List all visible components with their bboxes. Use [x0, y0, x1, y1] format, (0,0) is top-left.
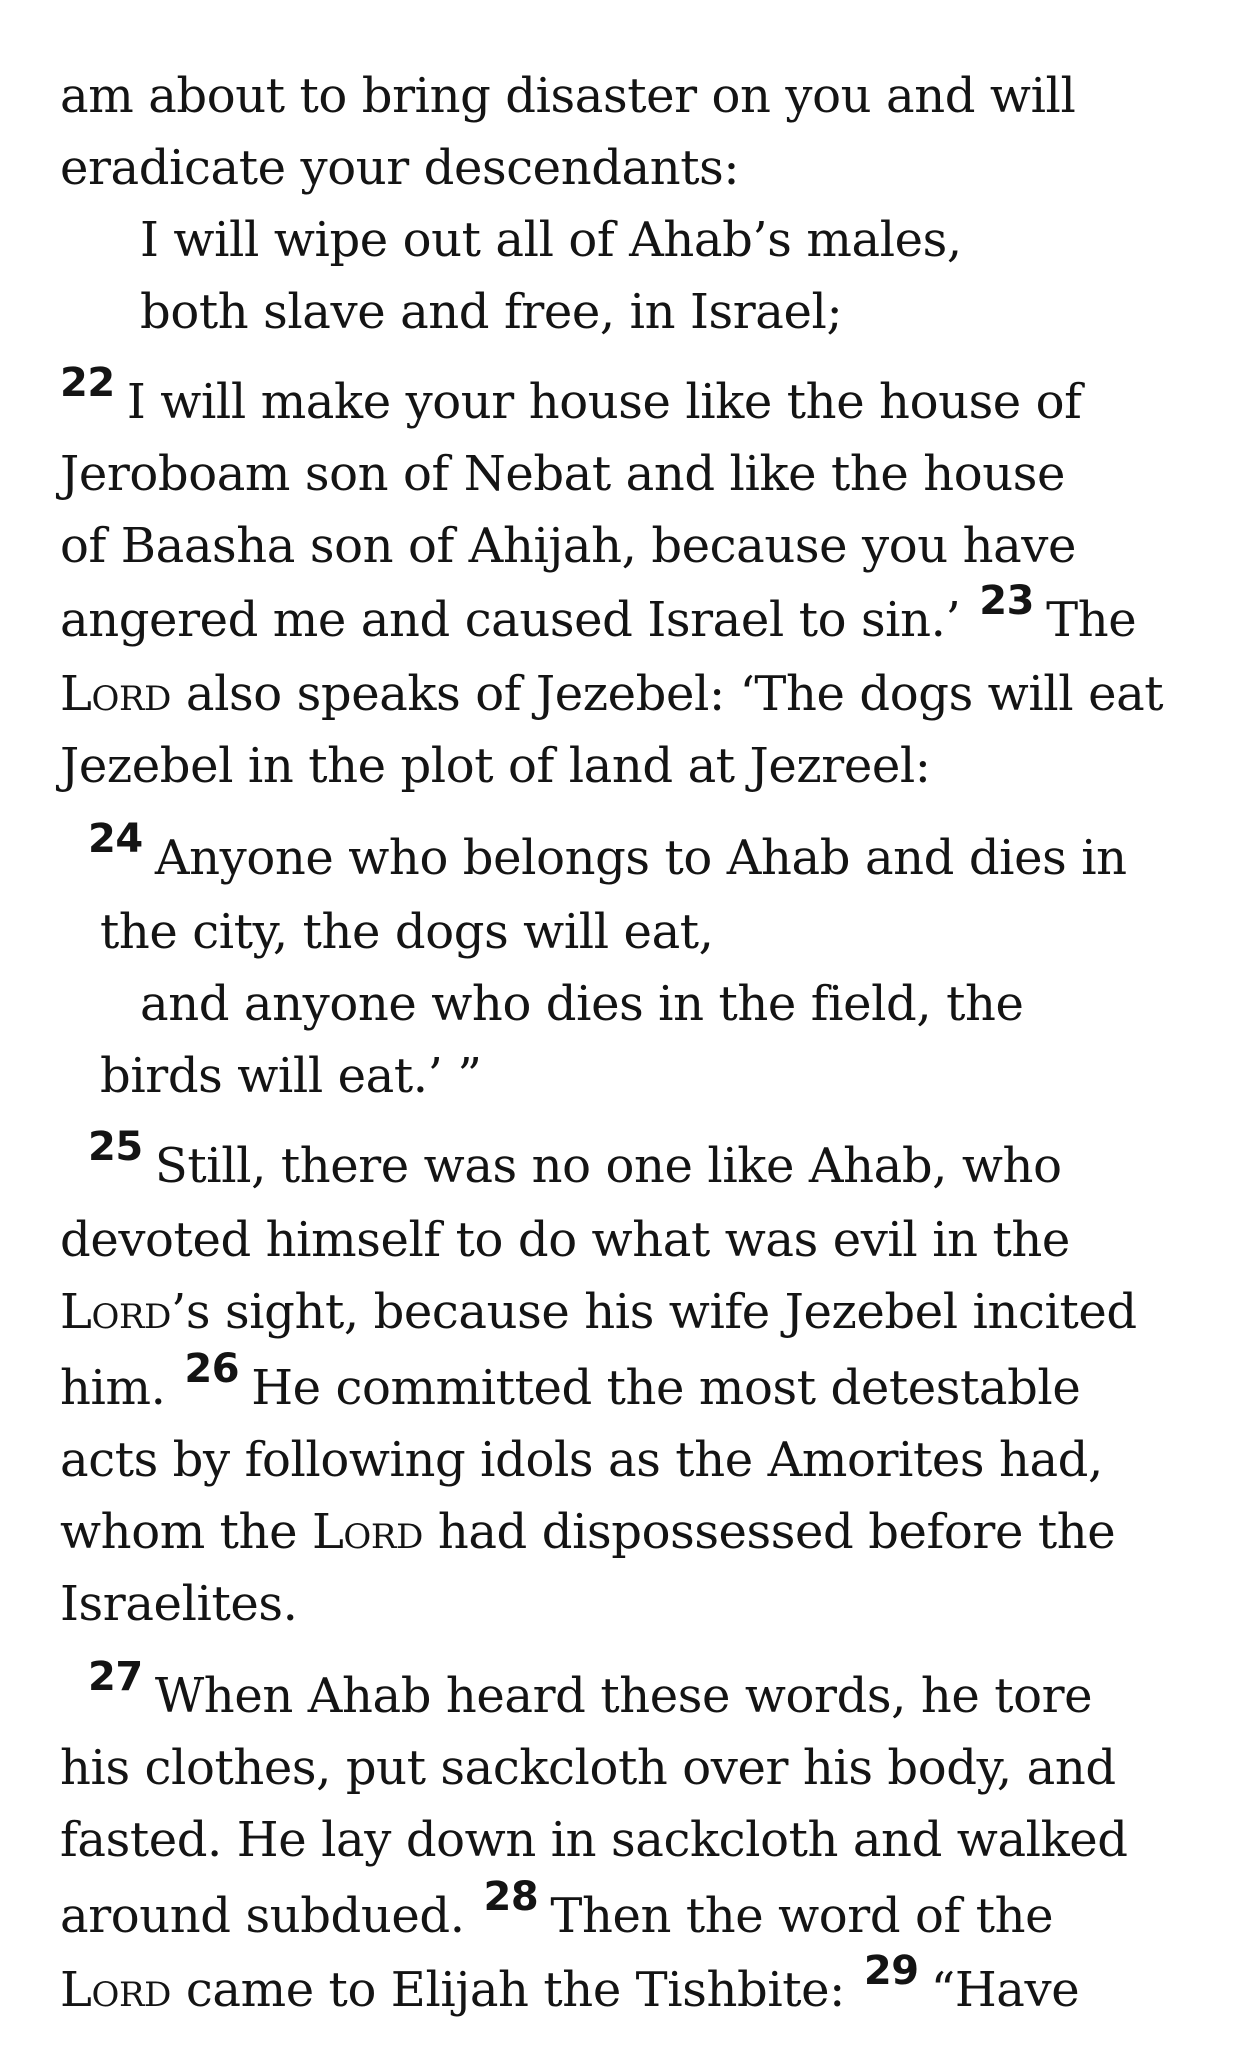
text-span: came to Elijah the Tishbite:	[185, 1962, 845, 2018]
text-span: fasted. He lay down in sackcloth and walked	[60, 1812, 1128, 1868]
text-span: ’s sight, because his wife Jezebel incited	[171, 1284, 1137, 1340]
divine-name: Lord	[311, 1504, 423, 1560]
text-line	[60, 658, 1163, 730]
text-span: and anyone who dies in the field, the	[140, 976, 1024, 1032]
text-line	[88, 1124, 1062, 1202]
text-span: am about to bring disaster on you and will	[60, 68, 1076, 124]
text-line	[60, 1496, 1115, 1568]
text-line	[60, 578, 1137, 656]
verse-number: 25	[88, 1124, 143, 1170]
poetry-line	[140, 276, 842, 348]
text-line	[60, 1948, 1080, 2026]
verse-number: 22	[60, 360, 115, 406]
text-span: He committed the most detestable	[251, 1360, 1081, 1416]
text-span: of Baasha son of Ahijah, because you have	[60, 518, 1077, 574]
text-line	[60, 1276, 1137, 1348]
poetry-line	[100, 1040, 481, 1112]
divine-name: Lord	[60, 666, 172, 722]
text-span: his clothes, put sackcloth over his body, and	[60, 1740, 1116, 1796]
text-span: Then the word of the	[550, 1888, 1054, 1944]
text-span: whom the	[60, 1504, 298, 1560]
text-span: the city, the dogs will eat,	[100, 904, 714, 960]
text-line	[60, 60, 1075, 132]
text-span: had dispossessed before the	[437, 1504, 1116, 1560]
divine-name: Lord	[60, 1284, 172, 1340]
text-span: When Ahab heard these words, he tore	[154, 1668, 1093, 1724]
verse-number: 23	[979, 578, 1035, 624]
text-line	[60, 438, 1065, 510]
text-span: I will make your house like the house of	[126, 374, 1082, 430]
divine-name: Lord	[60, 1962, 172, 2018]
text-span: Israelites.	[60, 1576, 298, 1632]
text-span: both slave and free, in Israel;	[140, 284, 843, 340]
text-span: angered me and caused Israel to sin.’	[60, 592, 961, 648]
poetry-line	[100, 896, 714, 968]
text-span: eradicate your descendants:	[60, 140, 740, 196]
text-line	[60, 730, 931, 802]
text-line	[60, 1732, 1116, 1804]
text-line	[60, 1204, 1070, 1276]
verse-number: 24	[88, 816, 143, 862]
text-line	[60, 1346, 1081, 1424]
verse-number: 26	[184, 1346, 240, 1392]
text-line	[60, 132, 739, 204]
poetry-line	[140, 204, 962, 276]
verse-number: 27	[88, 1654, 143, 1700]
text-span: Jezebel in the plot of land at Jezreel:	[60, 738, 931, 794]
verse-number: 29	[863, 1948, 919, 1994]
text-span: Jeroboam son of Nebat and like the house	[60, 446, 1066, 502]
text-span: The	[1046, 592, 1137, 648]
text-line	[60, 1424, 1103, 1496]
text-span: “Have	[930, 1962, 1080, 2018]
text-span: birds will eat.’ ”	[100, 1048, 482, 1104]
poetry-line	[140, 968, 1024, 1040]
text-span: I will wipe out all of Ahab’s males,	[140, 212, 962, 268]
text-line	[60, 360, 1082, 438]
text-line	[60, 1568, 297, 1640]
text-span: also speaks of Jezebel: ‘The dogs will eat	[185, 666, 1164, 722]
text-span: devoted himself to do what was evil in the	[60, 1212, 1070, 1268]
poetry-line	[88, 816, 1127, 894]
verse-number: 28	[483, 1874, 539, 1920]
text-span: him.	[60, 1360, 166, 1416]
text-span: acts by following idols as the Amorites had,	[60, 1432, 1103, 1488]
text-line	[60, 1804, 1128, 1876]
text-line	[60, 510, 1076, 582]
text-span: Anyone who belongs to Ahab and dies in	[154, 830, 1127, 886]
text-span: Still, there was no one like Ahab, who	[154, 1138, 1062, 1194]
text-line	[60, 1874, 1054, 1952]
text-span: around subdued.	[60, 1888, 465, 1944]
text-line	[88, 1654, 1093, 1732]
